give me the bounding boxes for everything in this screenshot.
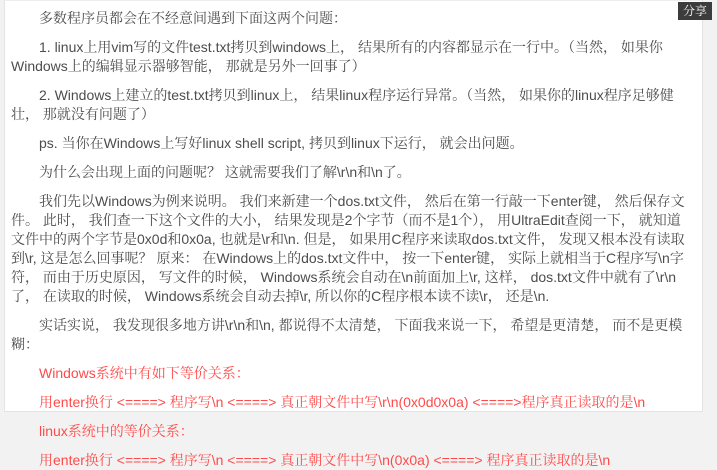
article-content [4, 0, 703, 468]
windows-equivalence-line: 用enter换行 <====> 程序写\n <====> 真正朝文件中写\r\n(0x0d0x0a) <====>程序真正读取的是\n [39, 394, 646, 410]
problem-2-paragraph: 2. Windows上建立的test.txt拷贝到linux上， 结果linux程序运行异常。（当然， 如果你的linux程序足够健壮， 那就没有问题了） [11, 87, 674, 122]
problem-1-paragraph: 1. linux上用vim写的文件test.txt拷贝到windows上， 结果所有的内容都显示在一行中。（当然， 如果你Windows上的编辑显示器够智能， 那就是另外一回事了） [11, 39, 663, 74]
intro-paragraph: 多数程序员都会在不经意间遇到下面这两个问题： [39, 10, 347, 26]
why-paragraph: 为什么会出现上面的问题呢？ 这就需要我们了解\r\n和\n了。 [39, 164, 411, 180]
windows-equivalence-heading: Windows系统中有如下等价关系： [39, 365, 250, 381]
clarify-paragraph: 实话实说， 我发现很多地方讲\r\n和\n, 都说得不太清楚， 下面我来说一下， 希望是更清楚， 而不是更模糊： [11, 317, 683, 352]
ps-paragraph: ps. 当你在Windows上写好linux shell script, 拷贝到linux下运行， 就会出问题。 [39, 135, 524, 151]
windows-example-paragraph: 我们先以Windows为例来说明。 我们来新建一个dos.txt文件， 然后在第一行敲一下enter键， 然后保存文件。 此时， 我们查一下这个文件的大小， 结果发现是2个字节（而不是1个）， 用UltraEdit查阅一下， 就知道文件中的两个字节是0x0d和0x0a, 也就是\r和\n. 但是， 如果用C程序来读取dos.txt文件， 发现又根本没有读取到\r, 这是怎么回事呢？ 原来： 在Windows上的dos.txt文件中， 按一下enter键， 实际上就相当于C程序写\n字符， 而由于历史原因， 写文件的时候， Windows系统会自动在\n前面加上\r, 这样， dos.txt文件中就有了\r\n了， 在读取的时候， Windows系统会自动去掉\r, 所以你的C程序根本读不读\r， 还是\n. [11, 193, 685, 304]
linux-equivalence-heading: linux系统中的等价关系： [39, 423, 194, 439]
article-body [11, 9, 694, 470]
share-button[interactable]: 分享 [678, 2, 712, 20]
linux-equivalence-line: 用enter换行 <====> 程序写\n <====> 真正朝文件中写\n(0x0a) <====> 程序真正读取的是\n [39, 452, 611, 468]
